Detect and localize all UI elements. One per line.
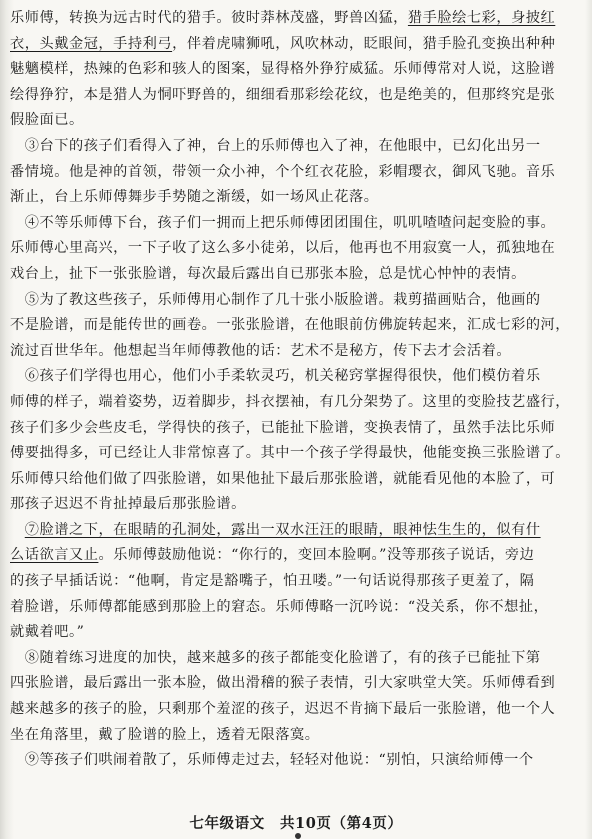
text-line [10, 339, 578, 365]
text-run: 戏台上，扯下一张张脸谱，每次最后露出自已那张本脸，总是忧心忡忡的表情。 [10, 265, 526, 282]
underlined-text: ⑦脸谱之下，在眼睛的孔洞处，露出一双水汪汪的眼睛，眼神怯生生的，似有什 [24, 521, 541, 538]
text-line [10, 671, 578, 697]
text-line [10, 441, 578, 467]
text-run: 就戴着吧。” [10, 624, 85, 641]
text-run: 越来越多的孩子的脸，只剩那个羞涩的孩子，迟迟不肯摘下最后一张脸谱，他一个人 [10, 701, 556, 718]
text-run: ⑤为了教这些孩子，乐师傅用心制作了几十张小版脸谱。栽剪描画贴合，他画的 [10, 291, 541, 308]
text-line [10, 185, 578, 211]
text-run: 师傅的样子，端着姿势，迈着脚步，抖衣摆袖，有几分架势了。这里的变脸技艺盛行， [10, 393, 571, 410]
text-line [10, 492, 578, 518]
text-line [10, 543, 578, 569]
text-run: ，伴着虎啸狮吼，风吹林动，眨眼间，猎手脸孔变换出种种 [172, 35, 556, 52]
text-line [10, 569, 578, 595]
text-run: 的孩子早插话说：“他啊，肯定是豁嘴子，怕丑喽。”一句话说得那孩子更羞了，隔 [10, 573, 535, 590]
text-line [10, 57, 578, 83]
page-mark [295, 833, 301, 839]
text-run: ⑨等孩子们哄闹着散了，乐师傅走过去，轻轻对他说：“别怕，只演给师傅一个 [10, 752, 534, 769]
text-run: 孩子们多少会些皮毛，学得快的孩子，已能扯下脸谱，变换表情了，虽然手法比乐师 [10, 419, 556, 436]
text-run: 不是脸谱，而是能传世的画卷。一张张脸谱，在他眼前仿佛旋转起来，汇成七彩的河， [10, 317, 571, 334]
text-run: ③台下的孩子们看得入了神，台上的乐师傅也入了神，在他眼中，已幻化出另一 [10, 137, 541, 154]
text-line [10, 467, 578, 493]
text-run: 傅要拙得多，可已经让人非常惊喜了。其中一个孩子学得最快，他能变换三张脸谱了。 [10, 445, 571, 462]
text-line [10, 595, 578, 621]
underlined-text: 么话欲言又止 [10, 547, 99, 564]
underlined-text: 猎手脸绘七彩，身披红 [407, 10, 556, 26]
text-line [10, 620, 578, 646]
text-run: 乐师傅只给他们做了四张脸谱，如果他扯下最后那张脸谱，就能看见他的本脸了，可 [10, 470, 556, 487]
text-line [10, 364, 578, 390]
page-footer: 七年级语文 共10页（第4页） [189, 815, 403, 832]
text-run: 四张脸谱，最后露出一张本脸，做出滑稽的猴子表情，引大家哄堂大笑。乐师傅看到 [10, 675, 556, 692]
text-run: ⑥孩子们学得也用心，他们小手柔软灵巧，机关秘窍掌握得很快，他们模仿着乐 [10, 368, 541, 385]
text-run: ④不等乐师傅下台，孩子们一拥而上把乐师傅团团围住，叽叽喳喳问起变脸的事。 [10, 214, 556, 231]
text-line [10, 313, 578, 339]
text-run: 番情境。他是神的首领，带领一众小神，个个红衣花脸，彩帽璎衣，御风飞驰。音乐 [10, 163, 556, 180]
text-line [10, 83, 578, 109]
reading-passage [10, 6, 578, 774]
text-line [10, 723, 578, 749]
text-run: 那孩子迟迟不肯扯掉最后那张脸谱。 [10, 496, 246, 513]
text-line [10, 32, 578, 58]
text-line [10, 416, 578, 442]
text-line [10, 288, 578, 314]
text-run: 坐在角落里，戴了脸谱的脸上，透着无限落寞。 [10, 726, 320, 743]
text-line [10, 6, 578, 32]
underlined-text: 衣，头戴金冠，手持利弓 [10, 35, 173, 52]
text-line [10, 518, 578, 544]
text-line [10, 262, 578, 288]
text-run: 着脸谱，乐师傅都能感到那脸上的窘态。乐师傅略一沉吟说：“没关系，你不想扯， [10, 598, 549, 615]
text-run: 流过百世华年。他想起当年师傅教他的话：艺术不是秘方，传下去才会活着。 [10, 342, 512, 359]
text-run: 。乐师傅鼓励他说：“你行的，变回本脸啊。”没等那孩子说话，旁边 [98, 547, 535, 564]
text-line [10, 646, 578, 672]
text-run: 渐止，台上乐师傅舞步手势随之渐缓，如一场风止花落。 [10, 189, 379, 206]
text-line [10, 748, 578, 774]
text-line [10, 134, 578, 160]
text-line [10, 160, 578, 186]
text-line [10, 236, 578, 262]
text-run [10, 522, 25, 538]
text-run: 乐师傅心里高兴，一下子收了这么多小徒弟，以后，他再也不用寂寞一人，孤独地在 [10, 240, 556, 257]
text-line [10, 697, 578, 723]
text-run: 魅魑模样，热辣的色彩和骇人的图案，显得格外狰狞威猛。乐师傅常对人说，这脸谱 [10, 61, 556, 78]
text-run: 绘得狰狞，本是猎人为恫吓野兽的，细细看那彩绘花纹，也是绝美的，但那终究是张 [10, 86, 556, 103]
text-run: ⑧随着练习进度的加快，越来越多的孩子都能变化脸谱了，有的孩子已能扯下第 [10, 649, 541, 666]
text-line [10, 211, 578, 237]
text-line [10, 108, 578, 134]
text-run: 假脸面已。 [10, 112, 84, 129]
text-line [10, 390, 578, 416]
text-run: 乐师傅，转换为远古时代的猎手。彼时莽林茂盛，野兽凶猛， [10, 10, 408, 26]
